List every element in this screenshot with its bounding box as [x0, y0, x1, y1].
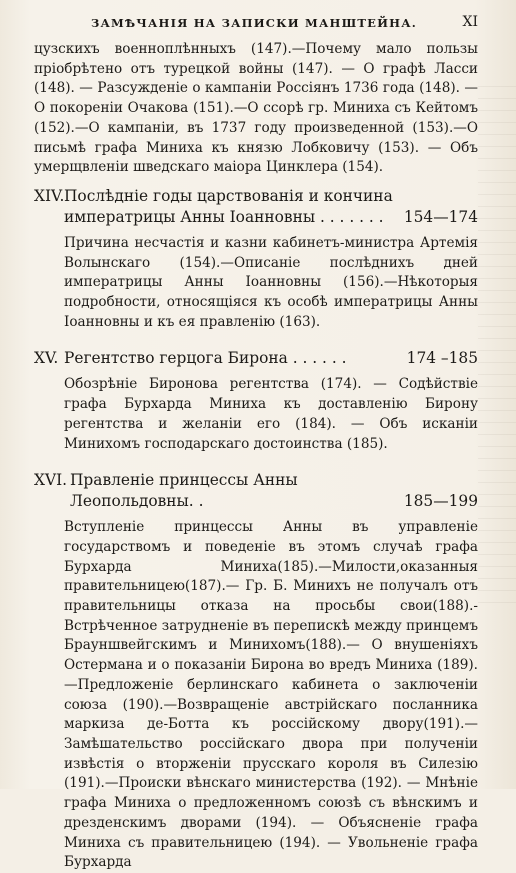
chapter-15-body: [34, 375, 478, 454]
chapter-15-number: XV.: [34, 349, 59, 368]
chapter-14-number: XIV.: [34, 186, 65, 205]
chapter-15-pages: 174 –185: [406, 349, 478, 368]
chapter-14-body: [34, 234, 478, 333]
page-header: [30, 14, 478, 34]
chapter-16-heading: [34, 470, 478, 512]
chapter-16-summary: Вступленіе принцессы Анны въ управленіе государствомъ и поведеніе въ этомъ случаѣ графа Бурхарда Миниха(185).—Милости,оказанныя правительницею(187).— Гр. Б. Минихъ не получалъ отъ правительницы отказа на просьбы свои(188).-Встрѣченное затрудненіе въ перепискѣ между принцемъ Брауншвейгскимъ и Минихомъ(188).— О внушеніяхъ Остермана и о показаніи Бирона во вредъ Миниха (189).—Предложеніе берлинскаго кабинета о заключеніи союза (190).—Возвращеніе австрійскаго посланника маркиза де-Ботта къ россійскому двору(191).— Замѣшательство россійскаго двора при полученіи извѣстія о вторженіи прусскаго короля въ Силезію (191).—Происки вѣнскаго министерства (192). — Мнѣніе графа Миниха о предложенномъ союзѣ съ вѣнскимъ и дрезденскимъ дворами (194). — Объясненіе графа Миниха съ правительницею (194). — Увольненіе графа Бурхарда: [64, 519, 478, 871]
chapter-15: [34, 348, 478, 454]
chapter-16-number: XVI.: [34, 471, 68, 490]
chapter-14-summary: Причина несчастія и казни кабинетъ-министра Артемія Волынскаго (154).—Описаніе послѣднихъ дней императрицы Анны Іоанновны (156).—Нѣкоторыя подробности, относящіяся къ особѣ императрицы Анны Іоанновны и къ ея правленію (163).: [64, 234, 478, 330]
bleed-through-text: [478, 86, 516, 606]
chapter-14-title: Послѣдніе годы царствованія и кончина императрицы Анны Іоанновны . . . . . . .: [64, 186, 393, 226]
chapter-14-pages: 154—174: [403, 207, 478, 226]
chapter-15-heading: [34, 348, 478, 369]
chapter-16: [34, 470, 478, 873]
chapter-15-title: Регентство герцога Бирона . . . . . .: [64, 349, 347, 368]
running-head: ЗАМѢЧАНІЯ НА ЗАПИСКИ МАНШТЕЙНА.: [90, 16, 418, 30]
intro-paragraph: цузскихъ военноплѣнныхъ (147).—Почему мало пользы пріобрѣтено отъ турецкой войны (147). — О графѣ Ласси (148). — Разсужденіе о кампаніи Россіянъ 1736 года (148). — О покореніи Очакова (151).—О ссорѣ гр. Миниха съ Кейтомъ (152).—О кампаніи, въ 1737 году произведенной (153).—О письмѣ графа Миниха къ князю Лобковичу (153). — Объ умерщвленіи шведскаго маіора Цинклера (154).: [34, 41, 478, 176]
chapter-16-pages: 185—199: [403, 492, 478, 511]
chapter-14: [34, 186, 478, 333]
chapter-15-summary: Обозрѣніе Биронова регентства (174). — Содѣйствіе графа Бурхарда Миниха къ доставленію Бирону регентства и желаніи его (184). — Объ исканіи Минихомъ господарскаго достоинства (185).: [64, 376, 478, 452]
page-number: XI: [462, 14, 478, 30]
chapter-16-body: [34, 518, 478, 873]
page-content: [34, 40, 478, 873]
chapter-16-title: Правленіе принцессы Анны Леопольдовны. .: [70, 471, 298, 511]
chapter-14-heading: [34, 186, 478, 228]
